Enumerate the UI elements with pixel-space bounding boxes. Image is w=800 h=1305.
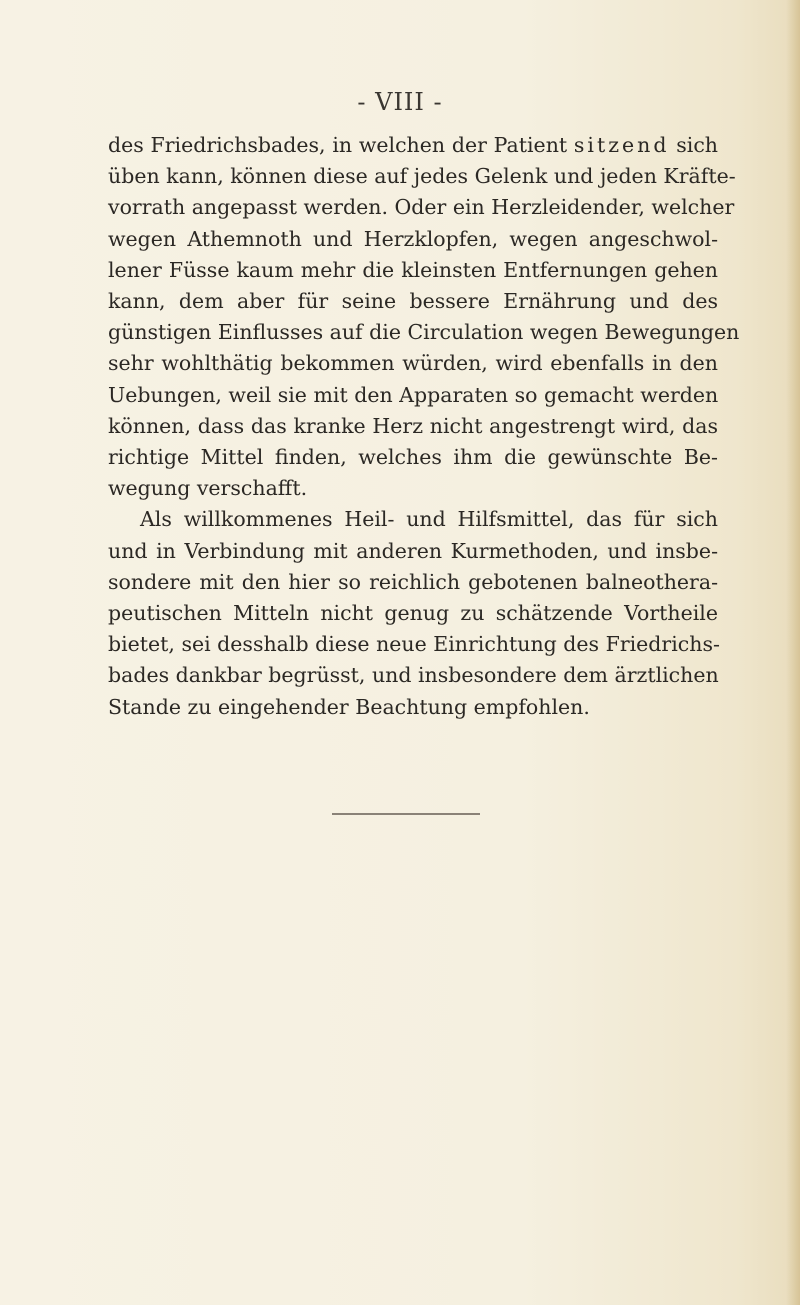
- page-number-header: - VIII -: [357, 88, 443, 116]
- section-divider-rule: [332, 813, 480, 815]
- page-edge-shadow: [786, 0, 800, 1305]
- text-line: Als willkommenes Heil- und Hilfsmittel, das für sich: [140, 507, 718, 532]
- text-line: können, dass das kranke Herz nicht angestrengt wird, das: [108, 413, 718, 438]
- paragraph-1: [108, 130, 740, 504]
- line-text: des Friedrichsbades, in welchen der Patient: [108, 133, 574, 157]
- text-line: sehr wohlthätig bekommen würden, wird ebenfalls in den: [108, 351, 718, 376]
- text-line: [108, 130, 718, 161]
- text-line: und in Verbindung mit anderen Kurmethoden, und insbe-: [108, 538, 718, 563]
- body-text: [108, 130, 740, 723]
- line-text-end: sich: [669, 133, 719, 157]
- text-line: kann, dem aber für seine bessere Ernährung und des: [108, 289, 718, 314]
- emphasis-word: sitzend: [573, 133, 670, 157]
- text-line: peutischen Mitteln nicht genug zu schätzende Vortheile: [108, 601, 718, 626]
- text-line: üben kann, können diese auf jedes Gelenk und jeden Kräfte-: [108, 164, 736, 189]
- text-line: Uebungen, weil sie mit den Apparaten so gemacht werden: [108, 382, 719, 407]
- text-line: wegen Athemnoth und Herzklopfen, wegen angeschwol-: [108, 226, 718, 251]
- text-line: bietet, sei desshalb diese neue Einrichtung des Friedrichs-: [108, 632, 720, 657]
- paragraph-2: [108, 504, 718, 722]
- text-line: sondere mit den hier so reichlich gebotenen balneothera-: [108, 569, 718, 594]
- text-line: vorrath angepasst werden. Oder ein Herzleidender, welcher: [108, 195, 735, 220]
- text-line: Stande zu eingehender Beachtung empfohlen.: [108, 694, 590, 719]
- text-line: bades dankbar begrüsst, und insbesondere dem ärztlichen: [108, 663, 719, 688]
- text-line: günstigen Einflusses auf die Circulation wegen Bewegungen: [108, 320, 740, 345]
- text-line: lener Füsse kaum mehr die kleinsten Entfernungen gehen: [108, 257, 718, 282]
- text-line: wegung verschafft.: [108, 476, 308, 501]
- text-line: richtige Mittel finden, welches ihm die gewünschte Be-: [108, 445, 718, 470]
